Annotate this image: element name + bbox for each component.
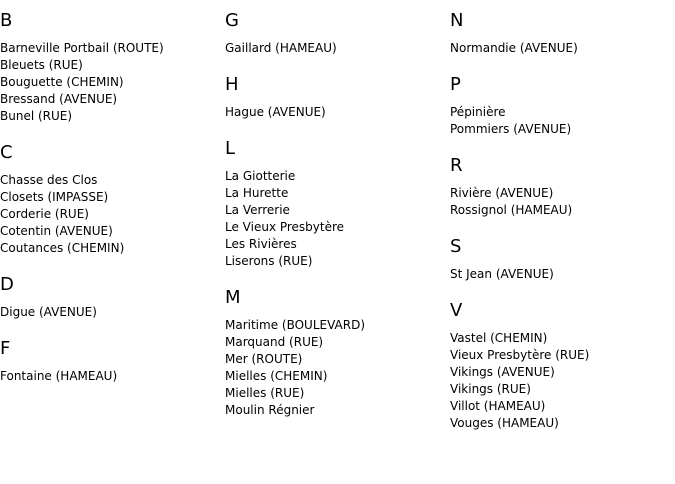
- street-item: Pommiers (AVENUE): [450, 122, 572, 136]
- street-item: Bressand (AVENUE): [0, 92, 118, 106]
- street-item: Pépinière: [450, 105, 506, 119]
- street-list: [450, 40, 670, 57]
- street-item: Bouguette (CHEMIN): [0, 75, 124, 89]
- letter-group-c: [0, 142, 220, 257]
- street-item: Moulin Régnier: [225, 403, 315, 417]
- street-item: Vikings (RUE): [450, 382, 531, 396]
- letter-heading: V: [450, 300, 463, 321]
- letter-group-v: [450, 300, 670, 432]
- letter-heading: M: [225, 287, 241, 308]
- street-list: [0, 172, 220, 257]
- letter-group-p: [450, 74, 670, 138]
- street-item: Rossignol (HAMEAU): [450, 203, 573, 217]
- letter-heading: F: [0, 338, 11, 359]
- street-item: Villot (HAMEAU): [450, 399, 546, 413]
- street-list: [450, 104, 670, 138]
- street-list: [0, 368, 220, 385]
- street-item: St Jean (AVENUE): [450, 267, 554, 281]
- street-item: Le Vieux Presbytère: [225, 220, 345, 234]
- street-item: Bunel (RUE): [0, 109, 73, 123]
- street-list: [225, 168, 445, 270]
- street-item: Chasse des Clos: [0, 173, 98, 187]
- street-item: Mielles (RUE): [225, 386, 305, 400]
- letter-heading: L: [225, 138, 236, 159]
- street-item: Vikings (AVENUE): [450, 365, 555, 379]
- street-item: Bleuets (RUE): [0, 58, 83, 72]
- letter-group-f: [0, 338, 220, 385]
- street-item: Vouges (HAMEAU): [450, 416, 559, 430]
- street-item: Fontaine (HAMEAU): [0, 369, 118, 383]
- street-item: La Hurette: [225, 186, 289, 200]
- street-list: [225, 40, 445, 57]
- index-column-3: [450, 10, 670, 449]
- street-item: Mer (ROUTE): [225, 352, 303, 366]
- street-item: Digue (AVENUE): [0, 305, 97, 319]
- letter-heading: C: [0, 142, 13, 163]
- letter-group-r: [450, 155, 670, 219]
- letter-heading: G: [225, 10, 239, 31]
- index-column-2: [225, 10, 445, 436]
- street-item: Normandie (AVENUE): [450, 41, 578, 55]
- letter-group-b: [0, 10, 220, 125]
- street-list: [0, 304, 220, 321]
- street-item: Barneville Portbail (ROUTE): [0, 41, 164, 55]
- street-item: Rivière (AVENUE): [450, 186, 554, 200]
- street-item: Vieux Presbytère (RUE): [450, 348, 590, 362]
- street-list: [450, 330, 670, 432]
- street-list: [225, 317, 445, 419]
- letter-group-m: [225, 287, 445, 419]
- letter-group-s: [450, 236, 670, 283]
- letter-group-h: [225, 74, 445, 121]
- index-column-1: [0, 10, 220, 402]
- letter-heading: R: [450, 155, 463, 176]
- letter-heading: H: [225, 74, 239, 95]
- street-item: Closets (IMPASSE): [0, 190, 109, 204]
- letter-heading: S: [450, 236, 462, 257]
- street-item: Marquand (RUE): [225, 335, 324, 349]
- street-item: La Verrerie: [225, 203, 290, 217]
- street-item: Vastel (CHEMIN): [450, 331, 548, 345]
- street-item: Cotentin (AVENUE): [0, 224, 113, 238]
- letter-group-l: [225, 138, 445, 270]
- letter-heading: B: [0, 10, 13, 31]
- letter-group-n: [450, 10, 670, 57]
- street-list: [450, 185, 670, 219]
- street-item: Mielles (CHEMIN): [225, 369, 328, 383]
- letter-heading: N: [450, 10, 464, 31]
- street-item: Hague (AVENUE): [225, 105, 326, 119]
- letter-group-g: [225, 10, 445, 57]
- street-item: Coutances (CHEMIN): [0, 241, 125, 255]
- street-item: Maritime (BOULEVARD): [225, 318, 366, 332]
- street-item: Corderie (RUE): [0, 207, 89, 221]
- street-item: Liserons (RUE): [225, 254, 313, 268]
- letter-group-d: [0, 274, 220, 321]
- street-list: [450, 266, 670, 283]
- letter-heading: D: [0, 274, 14, 295]
- street-item: La Giotterie: [225, 169, 296, 183]
- street-item: Gaillard (HAMEAU): [225, 41, 337, 55]
- street-list: [225, 104, 445, 121]
- letter-heading: P: [450, 74, 461, 95]
- street-item: Les Rivières: [225, 237, 297, 251]
- street-list: [0, 40, 220, 125]
